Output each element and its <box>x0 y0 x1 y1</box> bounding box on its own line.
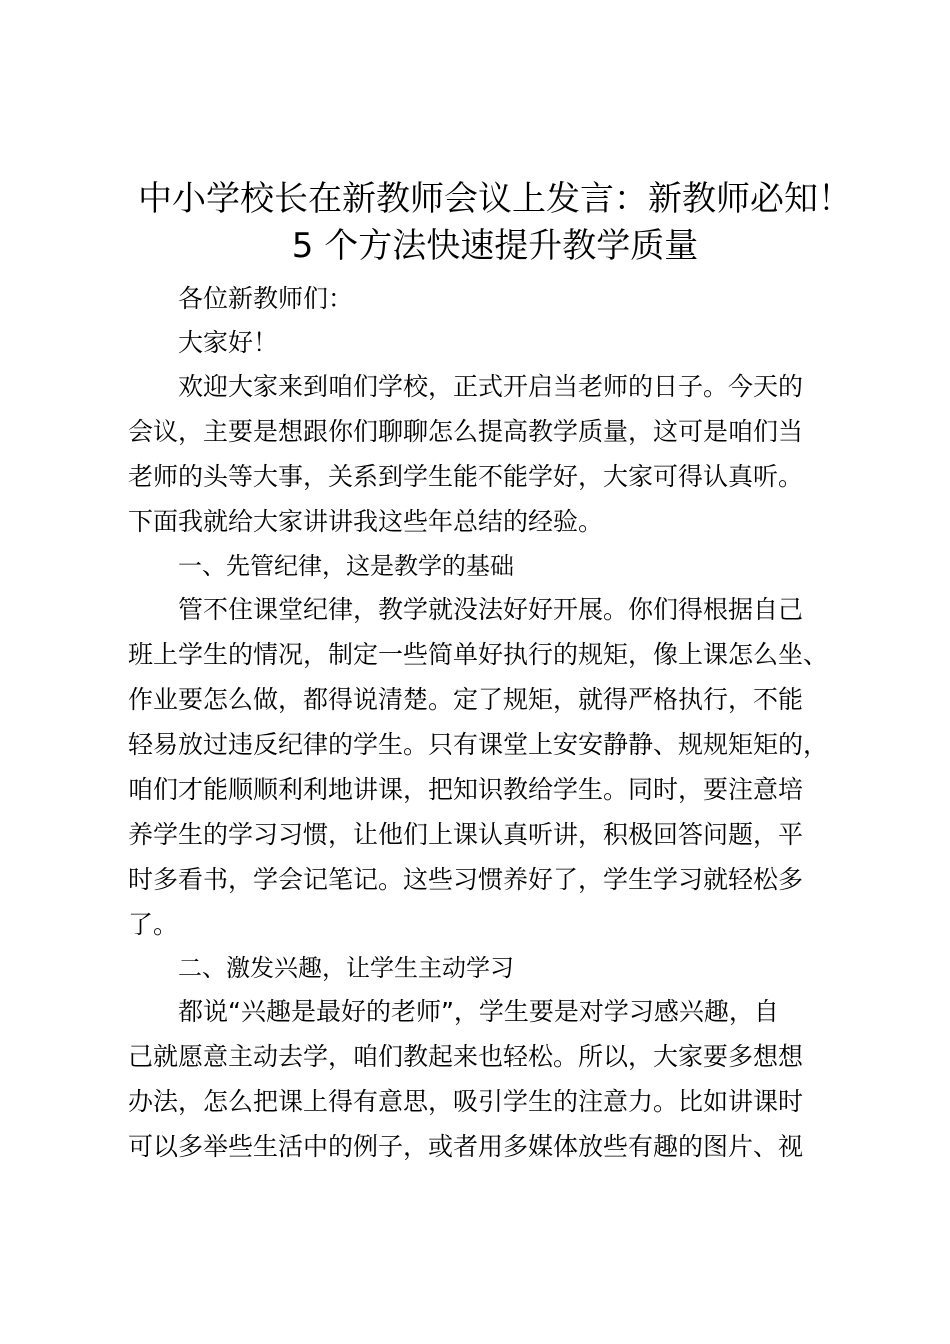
paragraph-line: 养学生的学习习惯，让他们上课认真听讲，积极回答问题，平 <box>128 820 804 849</box>
greeting: 大家好！ <box>178 328 279 357</box>
paragraph-line: 会议，主要是想跟你们聊聊怎么提高教学质量，这可是咱们当 <box>128 417 804 446</box>
document-title-line-1: 中小学校长在新教师会议上发言：新教师必知！ <box>138 179 852 219</box>
paragraph-line: 欢迎大家来到咱们学校，正式开启当老师的日子。今天的 <box>178 372 804 401</box>
section-heading-1: 一、先管纪律，这是教学的基础 <box>178 552 514 580</box>
paragraph-line: 管不住课堂纪律，教学就没法好好开展。你们得根据自己 <box>178 595 804 624</box>
document-title-line-2: 5 个方法快速提升教学质量 <box>291 226 699 266</box>
paragraph-line: 老师的头等大事，关系到学生能不能学好，大家可得认真听。 <box>128 462 804 491</box>
paragraph-line: 了。 <box>128 910 179 939</box>
paragraph-line: 作业要怎么做，都得说清楚。定了规矩，就得严格执行，不能 <box>128 685 804 714</box>
paragraph-line: 班上学生的情况，制定一些简单好执行的规矩，像上课怎么坐、 <box>128 640 829 669</box>
paragraph-line: 下面我就给大家讲讲我这些年总结的经验。 <box>128 507 604 536</box>
paragraph-line: 可以多举些生活中的例子，或者用多媒体放些有趣的图片、视 <box>128 1132 804 1161</box>
paragraph-line: 都说“兴趣是最好的老师”，学生要是对学习感兴趣，自 <box>178 997 779 1026</box>
paragraph-line: 己就愿意主动去学，咱们教起来也轻松。所以，大家要多想想 <box>128 1042 804 1071</box>
paragraph-line: 办法，怎么把课上得有意思，吸引学生的注意力。比如讲课时 <box>128 1087 804 1116</box>
paragraph-line: 时多看书，学会记笔记。这些习惯养好了，学生学习就轻松多 <box>128 865 804 894</box>
salutation: 各位新教师们： <box>178 284 354 313</box>
section-heading-2: 二、激发兴趣，让学生主动学习 <box>178 954 514 982</box>
paragraph-line: 咱们才能顺顺利利地讲课，把知识教给学生。同时，要注意培 <box>128 775 804 804</box>
paragraph-line: 轻易放过违反纪律的学生。只有课堂上安安静静、规规矩矩的， <box>128 730 829 759</box>
